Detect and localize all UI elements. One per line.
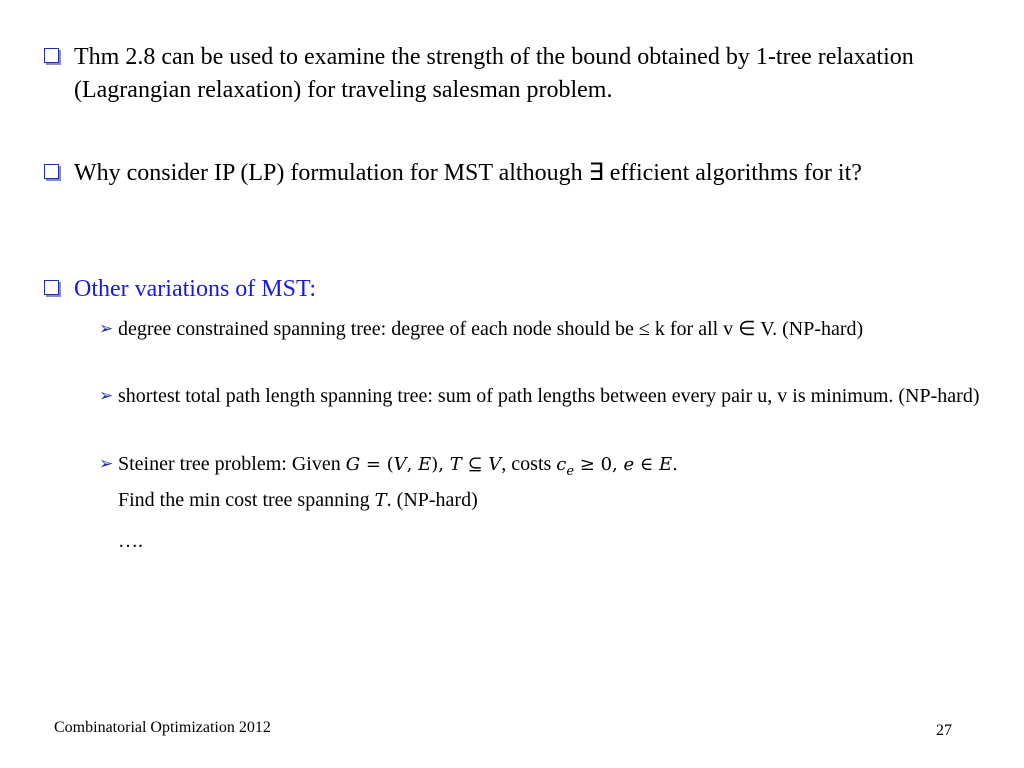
bullet-text: Why consider IP (LP) formulation for MST although ∃ efficient algorithms for it? [74, 160, 862, 186]
bullet-text: Other variations of MST: [74, 276, 317, 302]
sub-item-1 [99, 314, 984, 344]
page-number: 27 [936, 722, 952, 739]
ellipsis-line: …. [118, 530, 143, 552]
bullet-text: Thm 2.8 can be used to examine the strength of the bound obtained by 1-tree relaxation (Lagrangian relaxation) for traveling salesman problem. [74, 44, 914, 103]
bullet-item-1 [44, 41, 984, 107]
footer-course-title: Combinatorial Optimization 2012 [54, 719, 271, 736]
bullet-item-3 [44, 273, 984, 306]
arrow-bullet-icon: ➢ [99, 319, 114, 338]
checkbox-bullet-icon [44, 280, 59, 295]
checkbox-bullet-icon [44, 48, 59, 63]
arrow-bullet-icon: ➢ [99, 454, 114, 473]
checkbox-bullet-icon [44, 164, 59, 179]
sub-item-text: shortest total path length spanning tree: sum of path lengths between every pair u, v is minimum. (NP-hard) [118, 385, 980, 407]
arrow-bullet-icon: ➢ [99, 386, 114, 405]
bullet-item-2 [44, 157, 984, 190]
sub-item-text: Steiner tree problem: Given G = (V, E), T ⊆ V, costs $c_e \ge 0$, e ∈ E. [118, 453, 678, 479]
continuation-line: Find the min cost tree spanning T. (NP-hard) [118, 489, 478, 511]
sub-item-2 [99, 381, 984, 411]
sub-item-3 [99, 449, 984, 487]
sub-item-text: degree constrained spanning tree: degree of each node should be ≤ k for all v ∈ V. (NP-hard) [118, 318, 864, 340]
